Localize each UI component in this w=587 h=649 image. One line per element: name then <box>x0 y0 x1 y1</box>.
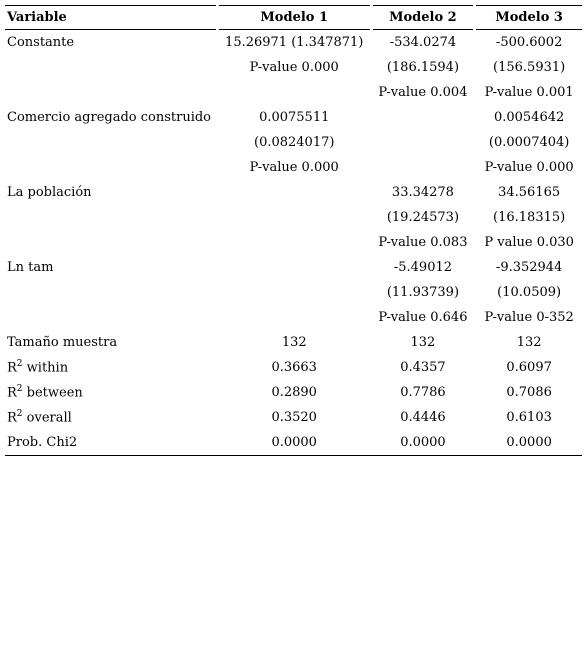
cell-m3: 34.56165 <box>498 185 561 200</box>
cell-m1 <box>219 305 370 330</box>
row-label-text: Constante <box>7 35 75 50</box>
cell-m3: -9.352944 <box>495 260 563 275</box>
table-row <box>5 380 582 405</box>
table-row <box>5 230 582 255</box>
header-row <box>5 5 582 30</box>
cell-m2: 33.34278 <box>391 185 454 200</box>
cell-m2: -5.49012 <box>393 260 453 275</box>
table-row <box>5 105 582 130</box>
cell-m2: P-value 0.646 <box>378 310 468 325</box>
table-body <box>5 30 582 456</box>
superscript: 2 <box>16 409 23 420</box>
cell-m3: 0.7086 <box>506 385 552 400</box>
header-variable: Variable <box>5 5 216 30</box>
row-label-suffix: between <box>22 385 83 401</box>
table-row <box>5 405 582 430</box>
row-label <box>5 55 216 80</box>
row-label <box>5 430 216 456</box>
cell-m1 <box>219 230 370 255</box>
cell-m2 <box>373 105 474 130</box>
cell-m2: (11.93739) <box>386 285 460 300</box>
row-label-suffix: within <box>22 360 69 376</box>
cell-m1 <box>219 80 370 105</box>
row-label-text: R <box>7 410 17 426</box>
cell-m3: 132 <box>516 335 542 350</box>
cell-m2: -534.0274 <box>389 35 457 50</box>
table-row <box>5 430 582 456</box>
header-modelo-3: Modelo 3 <box>476 5 582 30</box>
row-label-text: La población <box>7 185 92 200</box>
cell-m3: 0.6103 <box>506 410 552 425</box>
cell-m3: (10.0509) <box>497 285 562 300</box>
cell-m1 <box>219 280 370 305</box>
superscript: 2 <box>16 384 23 395</box>
cell-m1: P-value 0.000 <box>249 60 339 75</box>
table-row <box>5 130 582 155</box>
row-label <box>5 405 216 430</box>
row-label <box>5 180 216 205</box>
table-row <box>5 155 582 180</box>
row-label <box>5 355 216 380</box>
cell-m2: 0.4357 <box>400 360 446 375</box>
row-label-text: R <box>7 360 17 376</box>
table-row <box>5 30 582 55</box>
cell-m1 <box>219 180 370 205</box>
table-row <box>5 355 582 380</box>
table-row <box>5 55 582 80</box>
cell-m1: 15.26971 (1.347871) <box>225 35 364 50</box>
cell-m3: P-value 0.001 <box>484 85 574 100</box>
table-row <box>5 280 582 305</box>
cell-m1: (0.0824017) <box>254 135 335 150</box>
cell-m3: (16.18315) <box>493 210 566 225</box>
cell-m3: 0.0054642 <box>493 110 565 125</box>
row-label <box>5 105 216 130</box>
cell-m3: (156.5931) <box>493 60 566 75</box>
row-label <box>5 305 216 330</box>
cell-m1: 0.2890 <box>271 385 317 400</box>
row-label-suffix: overall <box>22 410 72 426</box>
row-label <box>5 130 216 155</box>
cell-m2: P-value 0.083 <box>378 235 468 250</box>
cell-m3: P-value 0-352 <box>484 310 574 325</box>
cell-m2: 0.4446 <box>400 410 446 425</box>
cell-m2: 0.7786 <box>400 385 446 400</box>
table-row <box>5 80 582 105</box>
cell-m1: 132 <box>281 335 307 350</box>
table-header <box>5 5 582 30</box>
header-modelo-1: Modelo 1 <box>219 5 370 30</box>
row-label <box>5 380 216 405</box>
cell-m3: 0.0000 <box>476 430 582 456</box>
cell-m2: (19.24573) <box>386 210 460 225</box>
cell-m1: P-value 0.000 <box>249 160 339 175</box>
table-row <box>5 330 582 355</box>
table-row <box>5 305 582 330</box>
cell-m3: P-value 0.000 <box>484 160 574 175</box>
row-label <box>5 80 216 105</box>
cell-m1: 0.3663 <box>271 360 317 375</box>
cell-m1 <box>219 255 370 280</box>
cell-m3: 0.6097 <box>506 360 552 375</box>
cell-m2: 0.0000 <box>373 430 474 456</box>
cell-m1: 0.0000 <box>219 430 370 456</box>
row-label-text: Prob. Chi2 <box>7 435 78 450</box>
row-label <box>5 230 216 255</box>
row-label <box>5 330 216 355</box>
header-modelo-2: Modelo 2 <box>373 5 474 30</box>
row-label-text: Comercio agregado construido <box>7 110 212 125</box>
cell-m2 <box>373 130 474 155</box>
row-label <box>5 255 216 280</box>
row-label <box>5 30 216 55</box>
table-row <box>5 255 582 280</box>
cell-m3: (0.0007404) <box>488 135 570 150</box>
cell-m3: -500.6002 <box>495 35 563 50</box>
cell-m1: 0.3520 <box>271 410 317 425</box>
row-label-text: Ln tam <box>7 260 54 275</box>
superscript: 2 <box>16 359 23 370</box>
row-label-text: Tamaño muestra <box>7 335 118 350</box>
cell-m2 <box>373 155 474 180</box>
cell-m2: (186.1594) <box>386 60 460 75</box>
row-label <box>5 155 216 180</box>
table-row <box>5 205 582 230</box>
cell-m1 <box>219 205 370 230</box>
cell-m1: 0.0075511 <box>259 110 330 125</box>
regression-table <box>5 5 582 456</box>
cell-m2: P-value 0.004 <box>378 85 468 100</box>
row-label <box>5 280 216 305</box>
row-label-text: R <box>7 385 17 401</box>
table-row <box>5 180 582 205</box>
row-label <box>5 205 216 230</box>
cell-m3: P value 0.030 <box>484 235 574 250</box>
cell-m2: 132 <box>410 335 436 350</box>
